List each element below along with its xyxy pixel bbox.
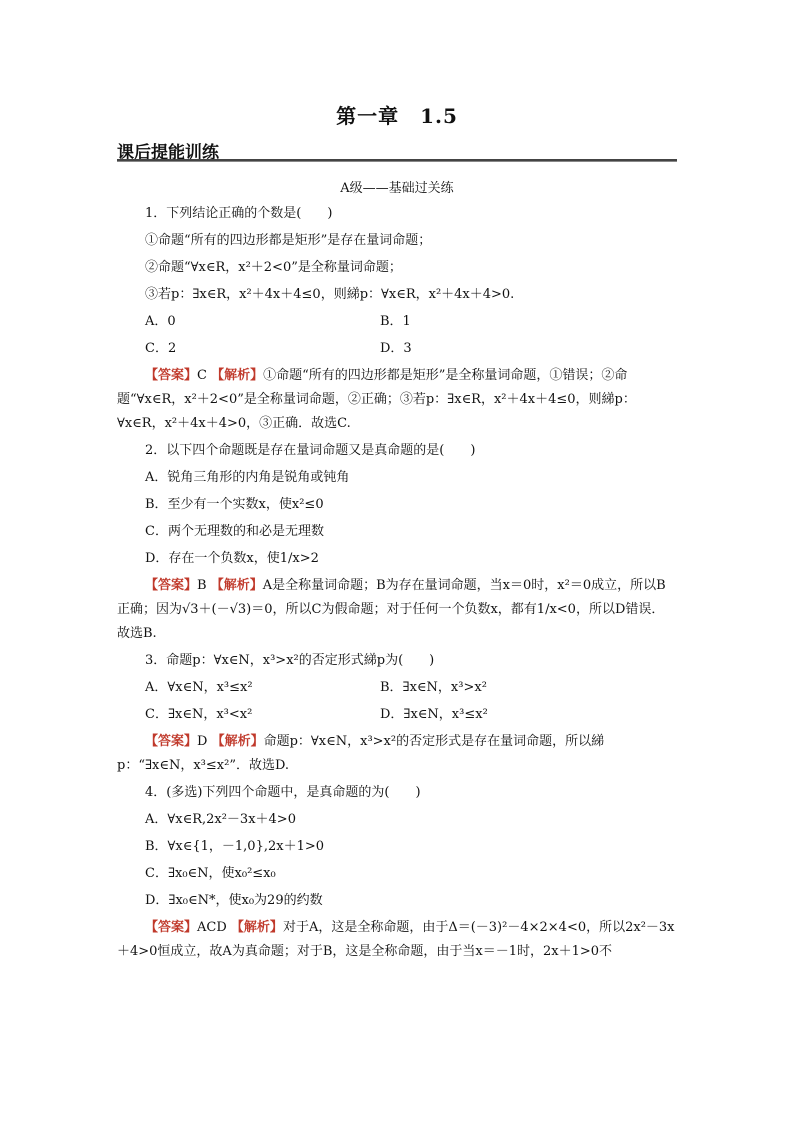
analysis-tag: 【解析】 xyxy=(211,734,264,749)
section-heading: 课后提能训练 xyxy=(117,143,219,163)
question-3-option-c: C．∃x∈N，x³<x² xyxy=(145,707,253,722)
level-heading: A级——基础过关练 xyxy=(340,181,454,196)
question-3-answer: D xyxy=(197,734,208,749)
question-1-answer: C xyxy=(197,368,207,383)
question-4-option-c: C．∃x₀∈N，使x₀²≤x₀ xyxy=(145,866,276,881)
question-1-option-a: A．0 xyxy=(145,314,176,329)
question-1-option-b: B．1 xyxy=(380,314,411,329)
question-3-solution xyxy=(117,730,677,778)
question-1-stem: 1．下列结论正确的个数是( ) xyxy=(145,206,333,221)
answer-tag: 【答案】 xyxy=(145,578,198,593)
question-content xyxy=(117,202,677,967)
question-1-options-row-2 xyxy=(117,337,677,361)
question-1-option-c: C．2 xyxy=(145,341,177,356)
page-title: 第一章 1.5 xyxy=(336,104,458,128)
question-3-options-row-1 xyxy=(117,676,677,700)
question-4-solution xyxy=(117,916,677,964)
question-4-analysis: 对于A，这是全称命题，由于Δ＝(－3)²－4×2×4<0，所以2x²－3x＋4>0恒成立，故A为真命题；对于B，这是全称命题，由于当x＝－1时，2x＋1>0不 xyxy=(117,920,675,959)
question-4-option-b: B．∀x∈{1，－1,0},2x＋1>0 xyxy=(145,839,325,854)
question-4-option-a: A．∀x∈R,2x²－3x＋4>0 xyxy=(145,812,296,827)
answer-tag: 【答案】 xyxy=(145,368,198,383)
analysis-tag: 【解析】 xyxy=(230,920,283,935)
question-3-option-d: D．∃x∈N，x³≤x² xyxy=(380,707,488,722)
question-4-stem: 4．(多选)下列四个命题中，是真命题的为( ) xyxy=(145,785,421,800)
analysis-tag: 【解析】 xyxy=(210,578,263,593)
question-1-solution xyxy=(117,364,677,436)
question-2-option-c: C．两个无理数的和必是无理数 xyxy=(145,524,324,539)
question-3-option-a: A．∀x∈N，x³≤x² xyxy=(145,680,253,695)
question-1-options-row-1 xyxy=(117,310,677,334)
question-2-option-a: A．锐角三角形的内角是锐角或钝角 xyxy=(145,470,350,485)
question-2-option-d: D．存在一个负数x，使1/x>2 xyxy=(145,551,319,566)
question-1-statement-2: ②命题“∀x∈R，x²＋2<0”是全称量词命题； xyxy=(145,260,402,275)
section-divider xyxy=(117,159,677,162)
question-3-option-b: B．∃x∈N，x³>x² xyxy=(380,680,487,695)
question-4-option-d: D．∃x₀∈N*，使x₀为29的约数 xyxy=(145,893,323,908)
question-4-answer: ACD xyxy=(197,920,227,935)
question-2-answer: B xyxy=(197,578,207,593)
question-1-statement-1: ①命题“所有的四边形都是矩形”是存在量词命题； xyxy=(145,233,432,248)
question-2-analysis: A是全称量词命题；B为存在量词命题，当x＝0时，x²＝0成立，所以B正确；因为√3＋(－√3)＝0，所以C为假命题；对于任何一个负数x，都有1/x<0，所以D错误．故选B. xyxy=(117,578,666,641)
question-1-option-d: D．3 xyxy=(380,341,412,356)
analysis-tag: 【解析】 xyxy=(211,368,264,383)
question-1-analysis: ①命题“所有的四边形都是矩形”是全称量词命题，①错误；②命题“∀x∈R，x²＋2<0”是全称量词命题，②正确；③若p：∃x∈R，x²＋4x＋4≤0，则綈p：∀x∈R，x²＋4x＋4>0，③正确．故选C. xyxy=(117,368,636,431)
question-3-stem: 3．命题p：∀x∈N，x³>x²的否定形式綈p为( ) xyxy=(145,653,435,668)
answer-tag: 【答案】 xyxy=(145,920,198,935)
question-2-stem: 2．以下四个命题既是存在量词命题又是真命题的是( ) xyxy=(145,443,476,458)
question-2-solution xyxy=(117,574,677,646)
question-2-option-b: B．至少有一个实数x，使x²≤0 xyxy=(145,497,324,512)
question-3-options-row-2 xyxy=(117,703,677,727)
question-3-analysis: 命题p：∀x∈N，x³>x²的否定形式是存在量词命题，所以綈p：“∃x∈N，x³≤x²”．故选D. xyxy=(117,734,605,773)
question-1-statement-3: ③若p：∃x∈R，x²＋4x＋4≤0，则綈p：∀x∈R，x²＋4x＋4>0. xyxy=(145,287,515,302)
answer-tag: 【答案】 xyxy=(145,734,198,749)
